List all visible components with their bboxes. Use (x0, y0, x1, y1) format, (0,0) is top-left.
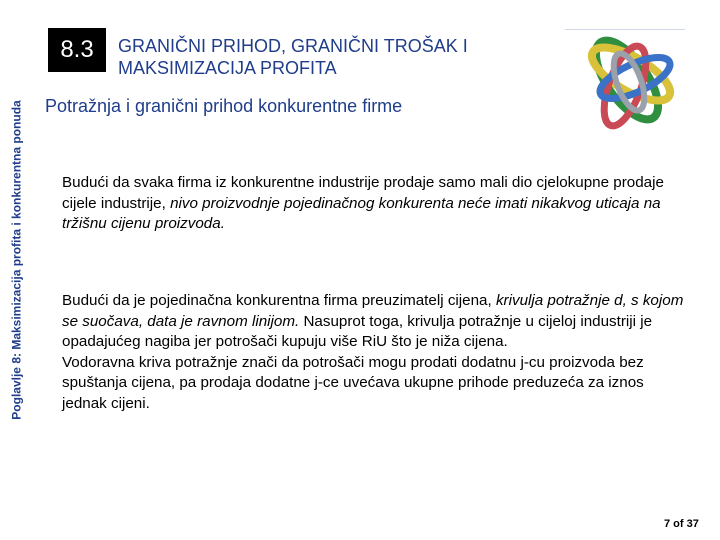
paragraph-2-italic: krivulja potražnje d, s kojom se suočava, data je ravnom linijom. (62, 292, 684, 330)
page-title-line-1: GRANIČNI PRIHOD, GRANIČNI TROŠAK I (118, 36, 468, 56)
chapter-side-label-text: Poglavlje 8: Maksimizacija profita i konkurentna ponuda (10, 100, 24, 420)
section-number-badge: 8.3 (48, 28, 106, 72)
paragraph-2 (62, 291, 692, 414)
paragraph-2-text-a: Budući da je pojedinačna konkurentna firma preuzimatelj cijena, (62, 292, 496, 309)
paragraph-2-text-b: Nasuprot toga, krivulja potražnje u cijeloj industriji je opadajućeg nagiba jer potrošači kupuju više RiU što je niža cijena. (62, 312, 653, 350)
slide-subtitle: Potražnja i granični prihod konkurentne firme (45, 96, 403, 116)
chapter-side-label (6, 0, 28, 520)
paragraph-1-text: Budući da svaka firma iz konkurentne industrije prodaje samo mali dio cjelokupne prodaje cijele industrije, (62, 174, 664, 212)
page-title (118, 35, 568, 79)
paragraph-1-italic: nivo proizvodnje pojedinačnog konkurenta neće imati nikakvog uticaja na tržišnu cijenu proizvoda. (62, 194, 661, 232)
paragraph-2-line-1 (62, 291, 692, 353)
page-title-line-2: MAKSIMIZACIJA PROFITA (118, 58, 337, 78)
paragraph-2-line-2: Vodoravna kriva potražnje znači da potrošači mogu prodati dodatnu j-cu proizvoda bez spuštanja cijena, pa prodaja dodatne j-ce uvećava ukupne prihode preduzeća za iznos jednak cijeni. (62, 353, 644, 412)
paragraph-1 (62, 173, 692, 235)
interlocked-rings-icon (575, 22, 685, 134)
page-indicator: 7 of 37 (664, 518, 699, 530)
